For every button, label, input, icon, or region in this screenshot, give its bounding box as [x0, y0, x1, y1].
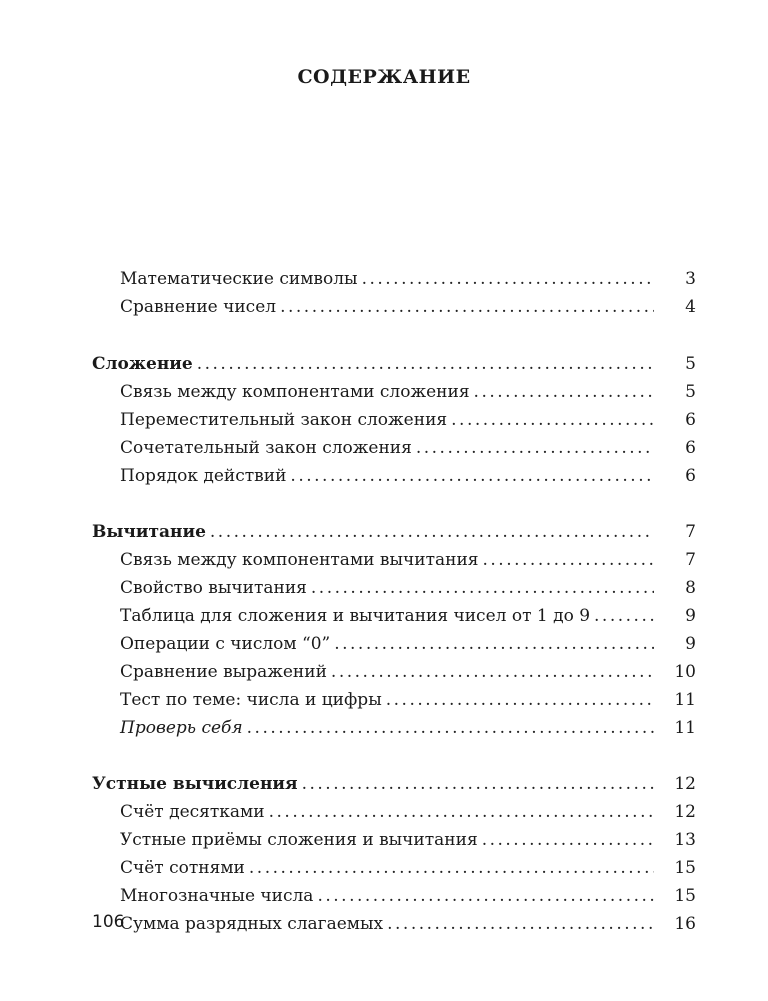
toc-entry-label: Сравнение выражений [120, 662, 327, 682]
toc-entry-label: Порядок действий [120, 466, 287, 486]
toc-entry-page: 8 [685, 578, 696, 598]
dot-leader [594, 602, 654, 630]
dot-leader [280, 293, 654, 321]
toc-section-subtraction [92, 518, 696, 742]
toc-entry-label: Сочетательный закон сложения [120, 438, 412, 458]
toc-entry-page: 6 [685, 466, 696, 486]
toc-entry[interactable] [92, 798, 696, 826]
dot-leader [334, 630, 654, 658]
toc-entry-label: Многозначные числа [120, 886, 314, 906]
toc-entry[interactable] [92, 546, 696, 574]
dot-leader [317, 882, 654, 910]
toc-entry-page: 15 [674, 886, 696, 906]
toc-entry[interactable] [92, 602, 696, 630]
dot-leader [249, 854, 654, 882]
toc-entry-label: Связь между компонентами сложения [120, 382, 470, 402]
toc-heading-page: 7 [685, 522, 696, 542]
dot-leader [311, 574, 654, 602]
dot-leader [387, 910, 654, 938]
toc-entry[interactable] [92, 910, 696, 938]
dot-leader [197, 350, 654, 378]
dot-leader [386, 686, 654, 714]
toc-entry-label: Счёт десятками [120, 802, 265, 822]
toc-entry[interactable] [92, 293, 696, 321]
toc-heading-label: Устные вычисления [92, 774, 298, 794]
toc-entry[interactable] [92, 630, 696, 658]
toc-entry-label: Математические символы [120, 269, 358, 289]
toc-heading-page: 5 [685, 354, 696, 374]
toc-entry-page: 15 [674, 858, 696, 878]
dot-leader [482, 826, 654, 854]
toc-entry[interactable] [92, 265, 696, 293]
dot-leader [362, 265, 654, 293]
toc-entry-page: 7 [685, 550, 696, 570]
page-number: 106 [92, 912, 125, 932]
toc-section-intro [92, 265, 696, 321]
dot-leader [210, 518, 654, 546]
toc-section-addition [92, 350, 696, 490]
table-of-contents [92, 265, 696, 966]
toc-entry[interactable] [92, 686, 696, 714]
toc-entry[interactable] [92, 574, 696, 602]
dot-leader [451, 406, 654, 434]
dot-leader [474, 378, 654, 406]
toc-entry-label: Проверь себя [120, 718, 243, 738]
toc-entry[interactable] [92, 434, 696, 462]
toc-entry-label: Устные приёмы сложения и вычитания [120, 830, 478, 850]
toc-entry[interactable] [92, 406, 696, 434]
dot-leader [290, 462, 654, 490]
toc-heading-page: 12 [674, 774, 696, 794]
toc-heading-label: Вычитание [92, 522, 206, 542]
dot-leader [269, 798, 654, 826]
dot-leader [247, 714, 654, 742]
toc-entry-label: Связь между компонентами вычитания [120, 550, 479, 570]
toc-entry-label: Свойство вычитания [120, 578, 307, 598]
toc-entry[interactable] [92, 462, 696, 490]
toc-entry-page: 11 [674, 718, 696, 738]
toc-heading[interactable] [92, 518, 696, 546]
toc-entry-label: Тест по теме: числа и цифры [120, 690, 382, 710]
toc-entry-self-check[interactable] [92, 714, 696, 742]
dot-leader [302, 770, 654, 798]
toc-heading[interactable] [92, 350, 696, 378]
toc-section-mental-calc [92, 770, 696, 938]
dot-leader [483, 546, 655, 574]
toc-entry-label: Сравнение чисел [120, 297, 277, 317]
toc-entry-page: 3 [685, 269, 696, 289]
toc-entry[interactable] [92, 826, 696, 854]
toc-entry-page: 9 [685, 634, 696, 654]
toc-entry[interactable] [92, 658, 696, 686]
toc-entry-label: Переместительный закон сложения [120, 410, 448, 430]
toc-entry[interactable] [92, 378, 696, 406]
toc-entry-label: Счёт сотнями [120, 858, 245, 878]
toc-entry-page: 13 [674, 830, 696, 850]
toc-entry-page: 12 [674, 802, 696, 822]
dot-leader [416, 434, 654, 462]
toc-entry-page: 11 [674, 690, 696, 710]
page-title: СОДЕРЖАНИЕ [297, 66, 471, 88]
toc-entry-page: 6 [685, 410, 696, 430]
toc-entry-label: Операции с числом “0” [120, 634, 331, 654]
toc-entry[interactable] [92, 854, 696, 882]
toc-entry-page: 10 [674, 662, 696, 682]
toc-entry-label: Таблица для сложения и вычитания чисел от 1 до 9 [120, 606, 591, 626]
toc-entry[interactable] [92, 882, 696, 910]
toc-entry-page: 5 [685, 382, 696, 402]
toc-entry-page: 16 [674, 914, 696, 934]
toc-heading[interactable] [92, 770, 696, 798]
toc-heading-label: Сложение [92, 354, 193, 374]
toc-entry-page: 9 [685, 606, 696, 626]
toc-entry-label: Сумма разрядных слагаемых [120, 914, 384, 934]
dot-leader [331, 658, 654, 686]
toc-entry-page: 6 [685, 438, 696, 458]
toc-entry-page: 4 [685, 297, 696, 317]
